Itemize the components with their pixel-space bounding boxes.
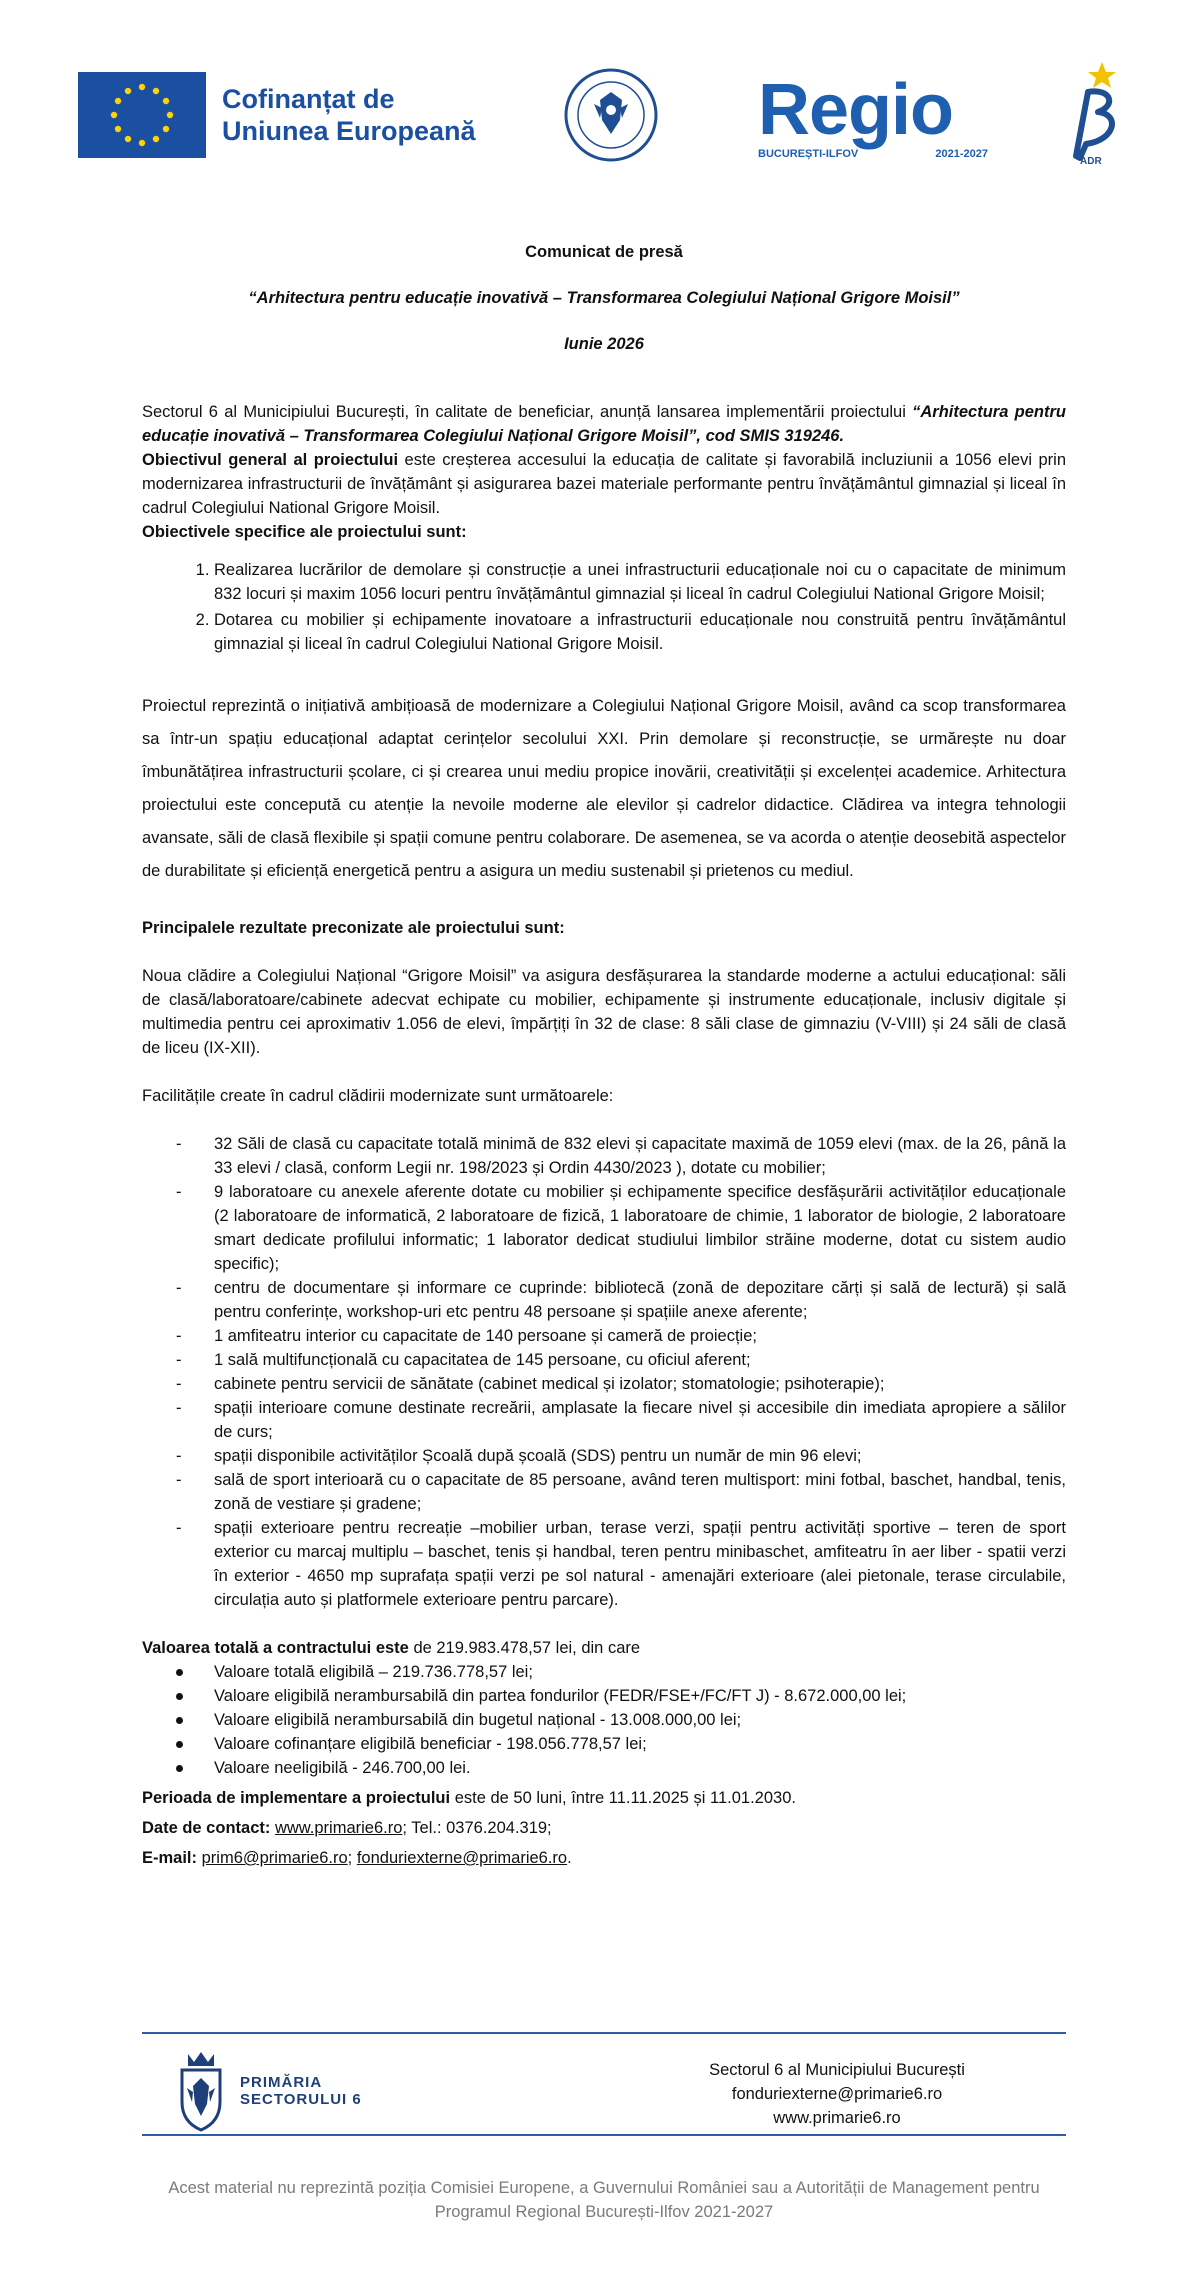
dash-marker: - [176,1399,182,1417]
facilities-list [142,1132,1066,1612]
facility-item: - cabinete pentru servicii de sănătate (cabinet medical și izolator; stomatologie; psihoterapie); [142,1372,1066,1396]
regio-wordmark: Regio [758,70,954,150]
contact-phone: ; Tel.: 0376.204.319; [402,1819,552,1837]
facility-item: - spații disponibile activităților Școală după școală (SDS) pentru un număr de min 96 elevi; [142,1444,1066,1468]
primaria-sector-6-logo [176,2050,362,2132]
email-line: E-mail: prim6@primarie6.ro; fonduriexterne@primarie6.ro. [142,1849,572,1867]
objective-item: 2. Dotarea cu mobilier și echipamente inovatoare a infrastructurii educaționale nou construită pentru învățământul gimnazial și liceal în cadrul Colegiului National Grigore Moisil. [214,608,1066,656]
results-heading: Principalele rezultate preconizate ale proiectului sunt: [142,919,565,937]
footer-website[interactable]: www.primarie6.ro [773,2109,901,2127]
ps6-line-2: SECTORULUI 6 [240,2091,362,2108]
government-seal-icon [564,68,658,162]
regio-period: 2021-2027 [935,148,988,160]
regio-region: BUCUREȘTI-ILFOV [758,148,859,160]
footer-bottom-divider [142,2134,1066,2136]
eu-logo-line-2: Uniunea Europeană [222,116,476,146]
dash-marker: - [176,1351,182,1369]
press-heading: Comunicat de presă [525,243,683,261]
facility-item: - spații exterioare pentru recreație –mobilier urban, terase verzi, spații pentru activități sportive – teren de sport exterior cu marcaj multiplu – baschet, tenis și handbal, teren pentru minibaschet, amfiteatru în aer liber - spatii verzi în exterior - 4650 mp suprafața spații verzi pe sol natural - amenajări exterioare (alei pietonale, terase circulabile, circulația auto și platformele exterioare pentru parcare). [142,1516,1066,1612]
dash-marker: - [176,1447,182,1465]
facility-item: - 1 sală multifuncțională cu capacitatea de 145 persoane, cu oficiul aferent; [142,1348,1066,1372]
footer-contact [640,2058,1034,2130]
specific-objectives-heading: Obiectivele specifice ale proiectului sunt: [142,523,467,541]
facility-item: - 9 laboratoare cu anexele aferente dotate cu mobilier și echipamente specifice desfășurării activităților educaționale (2 laboratoare de informatică, 2 laboratoare de fizică, 1 laboratoare de chimie, 1 laborator de biologie, 2 laboratoare smart dedicate profilului informatic; 1 laborator dedicat studiului limbilor străine moderne, dotat cu sistem audio specific); [142,1180,1066,1276]
eu-flag-icon [78,72,206,158]
regio-logo-icon [758,70,990,174]
sector-6-crest-icon [176,2050,226,2132]
results-paragraph: Noua clădire a Colegiului Național “Grigore Moisil” va asigura desfășurarea la standarde moderne a actului educațional: săli de clasă/laboratoare/cabinete adecvat echipate cu mobilier, echipamente și instrumente educaționale, inclusiv digitale și multimedia pentru cei aproximativ 1.056 de elevi, împărțiți în 32 de clase: 8 săli clase de gimnaziu (V-VIII) și 24 săli de clasă de liceu (IX-XII). [142,967,1066,1057]
adr-logo-icon [1050,58,1130,168]
ps6-line-1: PRIMĂRIA [240,2074,323,2091]
budget-total-value: de 219.983.478,57 lei, din care [408,1639,641,1657]
intro-text: Sectorul 6 al Municipiului București, în calitate de beneficiar, anunță lansarea implementării proiectului [142,403,913,421]
website-link[interactable]: www.primarie6.ro [274,1819,403,1837]
implementation-period [142,1786,1066,1810]
facility-item: - centru de documentare și informare ce cuprinde: bibliotecă (zonă de depozitare cărți și sală de lectură) și sală pentru conferințe, workshop-uri etc pentru 48 persoane și spațiile anexe aferente; [142,1276,1066,1324]
facilities-intro: Facilitățile create în cadrul clădirii modernizate sunt următoarele: [142,1087,614,1105]
press-release-body [142,240,1066,1870]
budget-label: Valoarea totală a contractului este [142,1639,409,1657]
press-date: Iunie 2026 [564,335,644,353]
general-objective [142,448,1066,520]
intro-paragraph [142,400,1066,448]
general-objective-label: Obiectivul general al proiectului [142,451,399,469]
dash-marker: - [176,1375,182,1393]
facility-item: - sală de sport interioară cu o capacitate de 85 persoane, având teren multisport: mini fotbal, baschet, handbal, tenis, zonă de vestiare și gradene; [142,1468,1066,1516]
email-label: E-mail: [142,1849,198,1867]
objective-item: 1. Realizarea lucrărilor de demolare și construcție a unei infrastructurii educaționale noi cu o capacitate de minimum 832 locuri și maxim 1056 locuri pentru învățământul gimnazial și liceal în cadrul Colegiului National Grigore Moisil; [214,558,1066,606]
facility-item: - 32 Săli de clasă cu capacitate totală minimă de 832 elevi și capacitate maximă de 1059 elevi (max. de la 26, până la 33 elevi / clasă, conform Legii nr. 198/2023 și Ordin 4430/2023 ), dotate cu mobilier; [142,1132,1066,1180]
dash-marker: - [176,1279,182,1297]
dash-marker: - [176,1519,182,1537]
budget-item: Valoare eligibilă nerambursabilă din bugetul național - 13.008.000,00 lei; [142,1708,1066,1732]
budget-total [142,1636,1066,1660]
footer-organization: Sectorul 6 al Municipiului București [709,2061,965,2079]
period-label: Perioada de implementare a proiectului [142,1789,451,1807]
bullet-icon [176,1765,183,1772]
dash-marker: - [176,1327,182,1345]
bullet-icon [176,1741,183,1748]
email-link-funds[interactable]: fonduriexterne@primarie6.ro [356,1849,568,1867]
contact-label: Date de contact: [142,1819,271,1837]
footer-top-divider [142,2032,1066,2034]
disclaimer: Acest material nu reprezintă poziția Comisiei Europene, a Guvernului României sau a Autorității de Management pentru Programul Regional București-Ilfov 2021-2027 [168,2179,1040,2221]
bullet-icon [176,1693,183,1700]
logo-bar [78,58,1138,178]
intro-project-name: “Arhitectura pentru educație inovativă – Transformarea Colegiului Național Grigore Moisil”, cod SMIS 319246. [142,403,1066,445]
bullet-icon [176,1669,183,1676]
footer-email[interactable]: fonduriexterne@primarie6.ro [731,2085,943,2103]
dash-marker: - [176,1471,182,1489]
budget-item: Valoare totală eligibilă – 219.736.778,57 lei; [142,1660,1066,1684]
specific-objectives-list [142,558,1066,656]
general-objective-text: este creșterea accesului la educația de calitate și favorabilă incluziunii a 1056 elevi prin modernizarea infrastructurii de învățământ și asigurarea bazei materiale performante pentru învățământul gimnazial și liceal în cadrul Colegiului National Grigore Moisil. [142,451,1066,517]
budget-item: Valoare neeligibilă - 246.700,00 lei. [142,1756,1066,1780]
bullet-icon [176,1717,183,1724]
project-title: “Arhitectura pentru educație inovativă – Transformarea Colegiului Național Grigore Moisil” [248,289,960,307]
period-text: este de 50 luni, între 11.11.2025 și 11.01.2030. [450,1789,796,1807]
eu-cofinancing-logo [78,72,476,158]
adr-label: ADR [1080,156,1102,167]
facility-item: - spații interioare comune destinate recreării, amplasate la fiecare nivel și accesibile din imediata apropiere a sălilor de curs; [142,1396,1066,1444]
facility-item: - 1 amfiteatru interior cu capacitate de 140 persoane și cameră de proiecție; [142,1324,1066,1348]
budget-item: Valoare eligibilă nerambursabilă din partea fondurilor (FEDR/FSE+/FC/FT J) - 8.672.000,00 lei; [142,1684,1066,1708]
project-description: Proiectul reprezintă o inițiativă ambițioasă de modernizare a Colegiului Național Grigore Moisil, având ca scop transformarea sa într-un spațiu educațional adaptat cerințelor secolului XXI. Prin demolare și reconstrucție, se urmărește nu doar îmbunătățirea infrastructurii școlare, ci și crearea unui mediu propice inovării, creativității și excelenței academice. Arhitectura proiectului este concepută cu atenție la nevoile moderne ale elevilor și cadrelor didactice. Clădirea va integra tehnologii avansate, săli de clasă flexibile și spații comune pentru colaborare. De asemenea, se va acorda o atenție deosebită aspectelor de durabilitate și eficiență energetică pentru a asigura un mediu sustenabil și prietenos cu mediul. [142,697,1066,880]
eu-logo-line-1: Cofinanțat de [222,84,395,114]
budget-list [142,1660,1066,1780]
dash-marker: - [176,1183,182,1201]
email-link-primary[interactable]: prim6@primarie6.ro [201,1849,348,1867]
budget-item: Valoare cofinanțare eligibilă beneficiar - 198.056.778,57 lei; [142,1732,1066,1756]
contact-line [142,1816,1066,1840]
dash-marker: - [176,1135,182,1153]
